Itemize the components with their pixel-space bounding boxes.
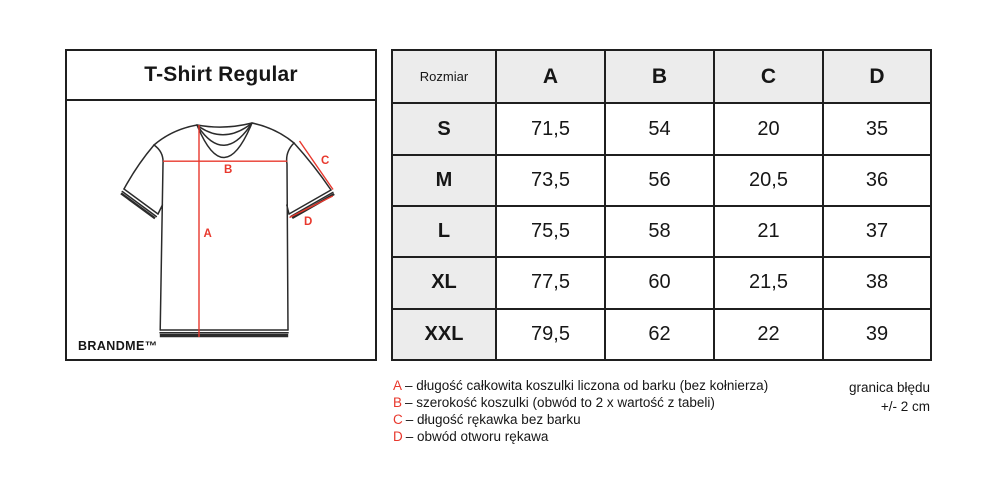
value-a: 75,5 xyxy=(496,206,605,257)
left-shoulder xyxy=(154,125,197,145)
legend-item-c xyxy=(393,411,768,428)
value-c: 21 xyxy=(714,206,823,257)
legend-item-b xyxy=(393,394,768,411)
right-body-edge xyxy=(287,143,294,330)
size-label: L xyxy=(392,206,496,257)
column-header-a: A xyxy=(496,50,605,103)
value-a: 79,5 xyxy=(496,309,605,360)
error-margin-label: granica błędu xyxy=(848,380,930,395)
value-a: 73,5 xyxy=(496,155,605,206)
legend-key-a: A xyxy=(393,378,403,393)
table-row xyxy=(392,257,931,308)
column-header-d: D xyxy=(823,50,931,103)
value-b: 60 xyxy=(605,257,714,308)
measure-label-d: D xyxy=(304,216,313,228)
measure-label-c: C xyxy=(321,155,330,167)
size-guide-panel xyxy=(65,49,377,361)
value-c: 22 xyxy=(714,309,823,360)
right-cuff-line-1 xyxy=(289,190,331,214)
legend-key-d: D xyxy=(393,429,403,444)
tshirt-outline xyxy=(121,123,334,336)
value-a: 71,5 xyxy=(496,103,605,154)
size-label: M xyxy=(392,155,496,206)
measurement-legend xyxy=(393,377,768,445)
tshirt-measurement-diagram xyxy=(67,101,375,359)
left-cuff-band xyxy=(121,193,155,218)
value-b: 58 xyxy=(605,206,714,257)
value-a: 77,5 xyxy=(496,257,605,308)
table-row xyxy=(392,206,931,257)
size-column-header: Rozmiar xyxy=(392,50,496,103)
left-body-edge xyxy=(154,145,163,330)
table-row xyxy=(392,309,931,360)
legend-text-d: – obwód otworu rękawa xyxy=(405,429,549,444)
size-label: S xyxy=(392,103,496,154)
table-header-row xyxy=(392,50,931,103)
collar-back-line xyxy=(197,123,252,127)
left-cuff-line-2 xyxy=(122,192,156,217)
value-d: 39 xyxy=(823,309,931,360)
tshirt-drawing xyxy=(67,101,375,357)
right-cuff-line-2 xyxy=(291,192,333,216)
value-b: 54 xyxy=(605,103,714,154)
brand-logo: BRANDME™ xyxy=(78,339,158,353)
size-label: XL xyxy=(392,257,496,308)
measure-label-a: A xyxy=(203,228,212,240)
column-header-c: C xyxy=(714,50,823,103)
error-margin-note xyxy=(849,378,930,416)
legend-text-b: – szerokość koszulki (obwód to 2 x wartość z tabeli) xyxy=(405,395,715,410)
size-label: XXL xyxy=(392,309,496,360)
right-shoulder xyxy=(252,123,294,143)
legend-key-c: C xyxy=(393,412,403,427)
table-row xyxy=(392,155,931,206)
value-c: 20 xyxy=(714,103,823,154)
legend-text-c: – długość rękawka bez barku xyxy=(405,412,581,427)
value-d: 37 xyxy=(823,206,931,257)
legend-key-b: B xyxy=(393,395,403,410)
measure-line-d xyxy=(290,196,333,218)
value-b: 56 xyxy=(605,155,714,206)
value-c: 21,5 xyxy=(714,257,823,308)
legend-item-d xyxy=(393,428,768,445)
value-d: 38 xyxy=(823,257,931,308)
size-table xyxy=(391,49,932,361)
column-header-b: B xyxy=(605,50,714,103)
value-c: 20,5 xyxy=(714,155,823,206)
legend-text-a: – długość całkowita koszulki liczona od barku (bez kołnierza) xyxy=(405,378,769,393)
left-sleeve-top xyxy=(124,145,154,189)
legend-item-a xyxy=(393,377,768,394)
value-b: 62 xyxy=(605,309,714,360)
product-title: T-Shirt Regular xyxy=(67,51,375,101)
table-row xyxy=(392,103,931,154)
measurement-lines xyxy=(163,125,333,337)
error-margin-value: +/- 2 cm xyxy=(880,399,930,414)
value-d: 35 xyxy=(823,103,931,154)
measure-label-b: B xyxy=(224,164,233,176)
value-d: 36 xyxy=(823,155,931,206)
left-cuff-line-1 xyxy=(124,189,158,214)
